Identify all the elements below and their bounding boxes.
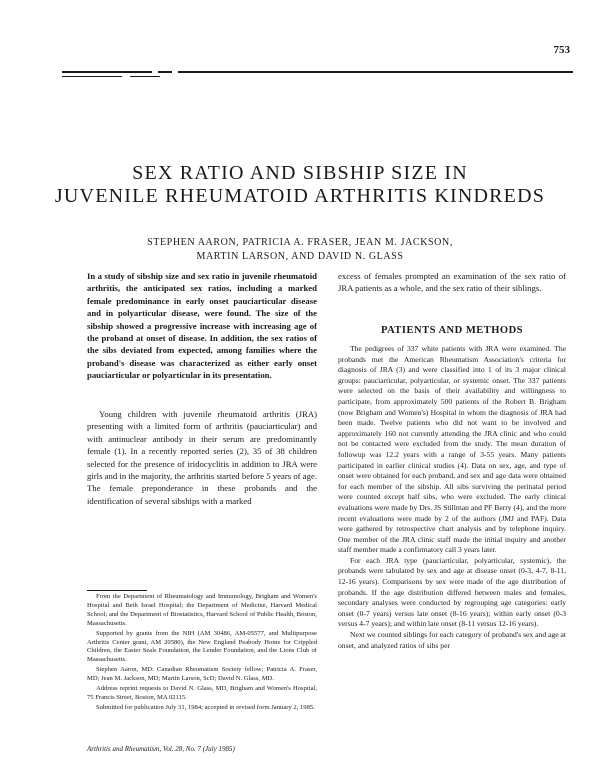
page-number: 753: [553, 44, 570, 56]
title-line-2: JUVENILE RHEUMATOID ARTHRITIS KINDREDS: [54, 185, 546, 207]
author-list: [0, 236, 600, 264]
header-rule: [158, 71, 172, 73]
methods-paragraph: For each JRA type (pauciarticular, polyarticular, systemic), the probands were tabulated by sex and age at disease onset (0-3, 4-7, 8-11, 12-16 years). Comparisons by sex were made of the age distribution of probands. If the age distribution differed between males and females, secondary analyses were conducted by regrouping age categories: early onset (0-7 years) versus late onset (8-16 years); within early onset (0-3 versus 4-7 years); and within late onset (8-11 versus 12-16 years).: [338, 555, 566, 629]
article-title: [0, 162, 600, 208]
abstract: In a study of sibship size and sex ratio in juvenile rheumatoid arthritis, the anticipated sex ratios, including a marked female predominance in early onset pauciarticular disease and in polyarticular disease, were found. The size of the sibship showed a progressive increase with increasing age of the proband at onset of disease. In addition, the sex ratios of the sibs deviated from expected, among families where the proband's disease was characterized as either early onset pauciarticular or polyarticular in its presentation.: [87, 271, 317, 381]
header-rule: [178, 71, 573, 73]
authors-line-1: STEPHEN AARON, PATRICIA A. FRASER, JEAN M. JACKSON,: [147, 237, 453, 248]
methods-paragraph: The pedigrees of 337 white patients with JRA were examined. The probands met the American Rheumatism Association's criteria for diagnosis of JRA (3) and were classified into 1 of its 3 major clinical groups: pauciarticular, polyarticular, or systemic onset. The 337 patients were selected on the basis of their availability and willingness to participate, from approximately 500 patients of the Robert B. Brigham (now Brigham and Women's) Hospital in whom the diagnosis of JRA had been made. Twelve patients who did not want to be involved and approximately 160 not currently attending the JRA clinic and who could not be contacted were excluded from the study. The mean duration of followup was 12.2 years with a range of 3-55 years. Many patients participated in earlier clinical studies (4). Data on sex, age, and type of onset were obtained for each proband, and sex and age data were obtained for each member of the sibship. All sibs surviving the perinatal period were counted except half sibs, who were excluded. The early clinical evaluations were made by Drs. JS Stillman and PF Berry (4), and the more recent evaluations were made by 2 of the authors (JMJ and PAF). Data were gathered by retrospective chart analysis and by telephone inquiry. One member of the JRA clinic staff made the initial inquiry and another staff member made a confirmatory call 3 years later.: [338, 344, 566, 555]
title-line-1: SEX RATIO AND SIBSHIP SIZE IN: [132, 162, 468, 184]
right-column-continuation: excess of females prompted an examination of the sex ratio of JRA patients as a whole, and the sex ratio of their siblings.: [338, 271, 566, 294]
footnotes: [87, 593, 317, 714]
header-rule: [62, 71, 152, 73]
journal-citation: Arthritis and Rheumatism, Vol. 28, No. 7 (July 1985): [87, 745, 235, 753]
footnote: Submitted for publication July 31, 1984; accepted in revised form January 2, 1985.: [96, 703, 315, 711]
authors-line-2: MARTIN LARSON, AND DAVID N. GLASS: [196, 251, 404, 262]
section-heading: PATIENTS AND METHODS: [380, 325, 524, 336]
footnote-rule: [87, 590, 147, 591]
footnote: Stephen Aaron, MD: Canadian Rheumatism Society fellow; Patricia A. Fraser, MD; Jean M. Jackson, MD; Martin Larson, ScD; David N. Glass, MD.: [87, 666, 317, 683]
footnote: Supported by grants from the NIH (AM 30486, AM-05577, and Multipurpose Arthritis Center grant, AM 20580), the New England Peabody Home for Crippled Children, the Easter Seals Foundation, the Lender Foundation, and the Lions Club of Massachusetts.: [87, 629, 317, 664]
methods-text: [338, 344, 566, 651]
footnote: From the Department of Rheumatology and Immunology, Brigham and Women's Hospital and Beth Israel Hospital; the Department of Medicine, Harvard Medical School; and the Department of Biostatistics, Harvard School of Public Health, Boston, Massachusetts.: [87, 593, 317, 627]
header-rule: [62, 76, 122, 77]
introduction-paragraph: Young children with juvenile rheumatoid arthritis (JRA) presenting with a limited form of arthritis (pauciarticular) and with antinuclear antibody in their serum are predominantly female (1). In a recently reported series (2), 35 of 38 children selected for the presence of iridocyclitis in addition to JRA were girls and in the majority, the arthritis started before 5 years of age. The female preponderance in these probands and the identification of several sibships with a marked: [87, 409, 317, 506]
header-rule: [130, 76, 160, 77]
footnote: Address reprint requests to David N. Glass, MD, Brigham and Women's Hospital, 75 Francis Street, Boston, MA 02115.: [87, 685, 317, 701]
methods-paragraph: Next we counted siblings for each category of proband's sex and age at onset, and analyzed ratios of sibs per: [338, 630, 566, 650]
